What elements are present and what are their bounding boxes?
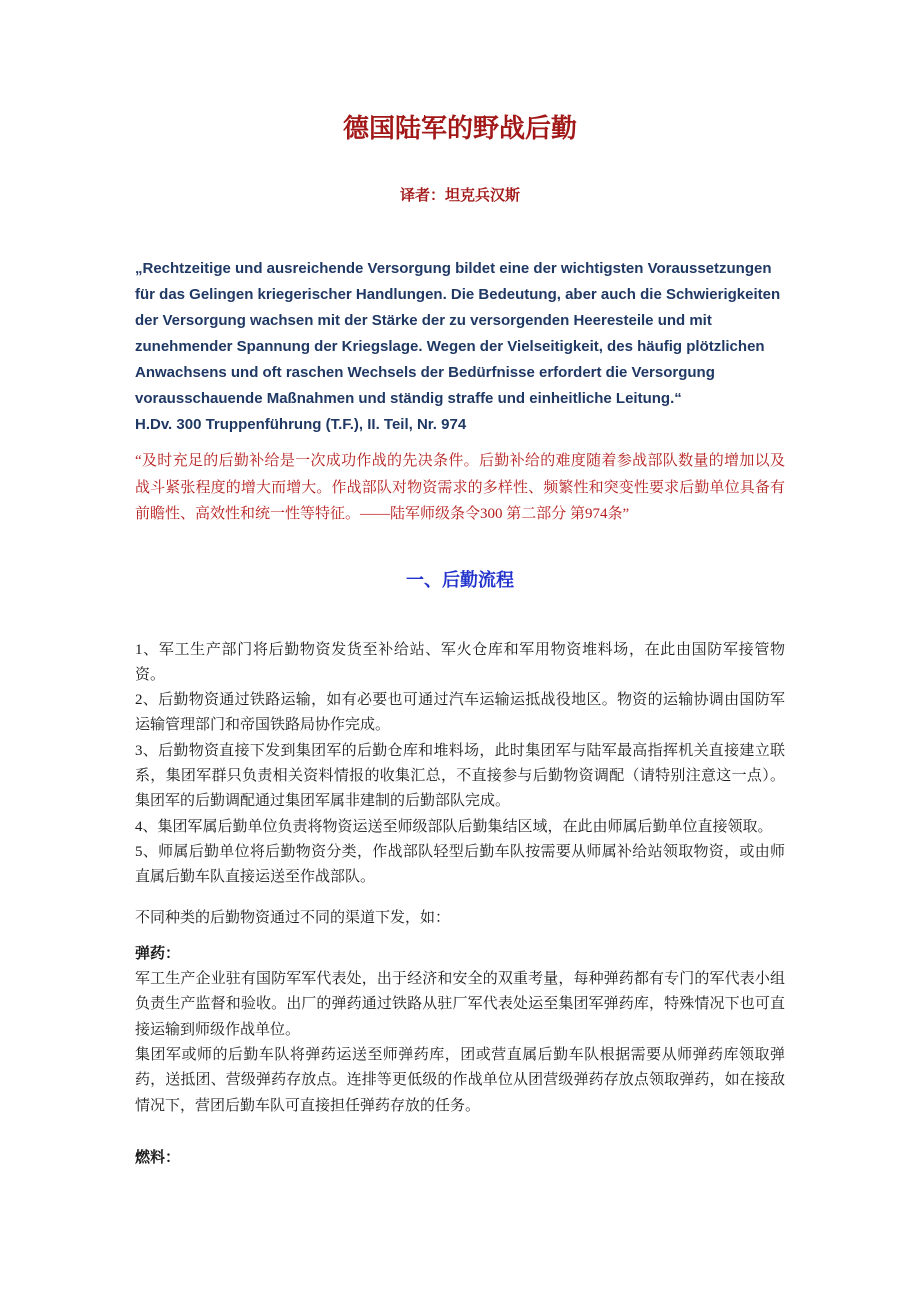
ammunition-paragraph-1: 军工生产企业驻有国防军军代表处，出于经济和安全的双重考量，每种弹药都有专门的军代表小组负责生产监督和验收。出厂的弹药通过铁路从驻厂军代表处运至集团军弹药库，特殊情况下也可直接运输到师级作战单位。 [135,971,785,1038]
list-item-4: 4、集团军属后勤单位负责将物资运送至师级部队后勤集结区域，在此由师属后勤单位直接领取。 [135,818,773,835]
section-heading-logistics-process: 一、后勤流程 [406,569,514,590]
ammunition-paragraph-2: 集团军或师的后勤车队将弹药运送至师弹药库，团或营直属后勤车队根据需要从师弹药库领取弹药，送抵团、营级弹药存放点。连排等更低级的作战单位从团营级弹药存放点领取弹药，如在接敌情况下，营团后勤车队可直接担任弹药存放的任务。 [135,1046,785,1114]
document-title: 德国陆军的野战后勤 [342,113,577,143]
german-quote-text: „Rechtzeitige und ausreichende Versorgung bildet eine der wichtigsten Voraussetzungen für das Gelingen kriegerischer Handlungen. Die Bedeutung, aber auch die Schwierigkeiten der Versorgung wachsen mit der Stärke der zu versorgenden Heeresteile und mit zunehmender Spannung der Kriegslage. Wegen der Vielseitigkeit, des häufig plötzlichen Anwachsens und oft raschen Wechsels der Bedürfnisse erfordert die Versorgung vorausschauende Maßnahmen und ständig straffe und einheitliche Leitung.“ [135,260,781,407]
list-item-3: 3、后勤物资直接下发到集团军的后勤仓库和堆料场，此时集团军与陆军最高指挥机关直接建立联系，集团军群只负责相关资料情报的收集汇总，不直接参与后勤物资调配（请特别注意这一点）。集团军的后勤调配通过集团军属非建制的后勤部队完成。 [135,742,785,810]
german-quote-source: H.Dv. 300 Truppenführung (T.F.), II. Teil, Nr. 974 [135,416,467,433]
german-quote-block [135,256,785,438]
channels-intro-paragraph: 不同种类的后勤物资通过不同的渠道下发，如： [135,910,451,927]
chinese-translation-quote: “及时充足的后勤补给是一次成功作战的先决条件。后勤补给的难度随着参战部队数量的增加以及战斗紧张程度的增大而增大。作战部队对物资需求的多样性、频繁性和突变性要求后勤单位具备有前瞻性、高效性和统一性等特征。——陆军师级条令300 第二部分 第974条” [135,453,785,522]
list-item-1: 1、军工生产部门将后勤物资发货至补给站、军火仓库和军用物资堆料场，在此由国防军接管物资。 [135,641,785,683]
logistics-numbered-list [135,638,785,891]
document-page [135,0,785,1171]
ammunition-heading: 弹药： [135,945,181,962]
list-item-5: 5、师属后勤单位将后勤物资分类，作战部队轻型后勤车队按需要从师属补给站领取物资，或由师直属后勤车队直接运送至作战部队。 [135,843,785,886]
translator-line: 译者：坦克兵汉斯 [399,187,520,204]
list-item-2: 2、后勤物资通过铁路运输，如有必要也可通过汽车运输运抵战役地区。物资的运输协调由国防军运输管理部门和帝国铁路局协作完成。 [135,692,785,734]
fuel-heading: 燃料： [135,1149,181,1166]
